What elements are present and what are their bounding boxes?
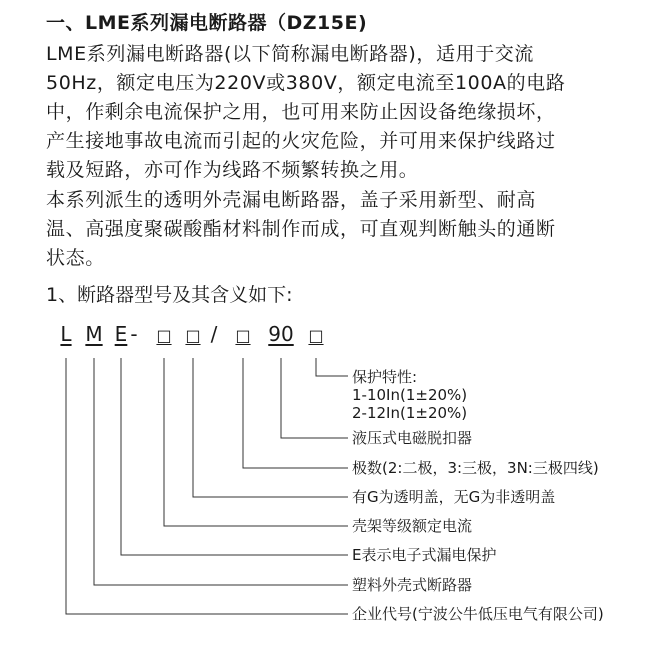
desc-cover: 有G为透明盖，无G为非透明盖	[352, 488, 556, 506]
leader-m	[94, 358, 348, 585]
desc-l-meaning: 企业代号(宁波公牛低压电气有限公司)	[352, 605, 604, 623]
intro-line: 50Hz，额定电压为220V或380V，额定电流至100A的电路	[46, 72, 566, 94]
desc-m-meaning: 塑料外壳式断路器	[352, 576, 473, 594]
intro-line: 载及短路，亦可作为线路不频繁转换之用。	[46, 159, 419, 181]
model-code	[0, 322, 672, 356]
intro-line: 中，作剩余电流保护之用，也可用来防止因设备绝缘损坏，	[46, 101, 556, 123]
code-poles-box: □	[235, 326, 251, 345]
desc-release: 液压式电磁脱扣器	[352, 429, 473, 447]
protection-option-1: 1-10In(1±20%)	[352, 386, 468, 404]
derived-line: 温、高强度聚碳酸酯材料制作而成，可直观判断触头的通断	[46, 218, 556, 240]
leader-protection	[316, 358, 348, 376]
intro-line: 产生接地事故电流而引起的火灾危险，并可用来保护线路过	[46, 130, 556, 152]
protection-option-2: 2-12In(1±20%)	[352, 404, 468, 422]
leader-l	[66, 358, 348, 614]
leader-frame-current	[164, 358, 348, 526]
desc-frame-current: 壳架等级额定电流	[352, 517, 473, 535]
intro-paragraph	[46, 40, 616, 185]
section-heading: 一、LME系列漏电断路器（DZ15E)	[46, 12, 368, 34]
code-frame-current-box: □	[156, 326, 172, 345]
code-release-90: 90	[268, 322, 294, 346]
leader-poles	[243, 358, 348, 468]
protection-title: 保护特性:	[352, 368, 418, 386]
code-letter-e: E	[114, 322, 128, 346]
desc-protection	[352, 368, 467, 422]
derived-line: 状态。	[46, 247, 105, 269]
code-cover-box: □	[185, 326, 201, 345]
derived-line: 本系列派生的透明外壳漏电断路器，盖子采用新型、耐高	[46, 189, 537, 211]
leader-release	[281, 358, 348, 438]
desc-e-meaning: E表示电子式漏电保护	[352, 546, 497, 564]
leader-cover	[193, 358, 348, 497]
derived-paragraph	[46, 186, 616, 273]
desc-poles: 极数(2:二极，3:三极，3N:三极四线)	[352, 459, 599, 477]
code-slash: /	[210, 322, 218, 346]
code-letter-l: L	[60, 322, 72, 346]
code-dash: -	[130, 322, 138, 346]
code-letter-m: M	[85, 322, 103, 346]
code-protection-box: □	[308, 326, 324, 345]
intro-line: LME系列漏电断路器(以下简称漏电断路器)，适用于交流	[46, 43, 535, 65]
model-section-title: 1、断路器型号及其含义如下:	[46, 284, 293, 306]
leader-e	[121, 358, 348, 555]
